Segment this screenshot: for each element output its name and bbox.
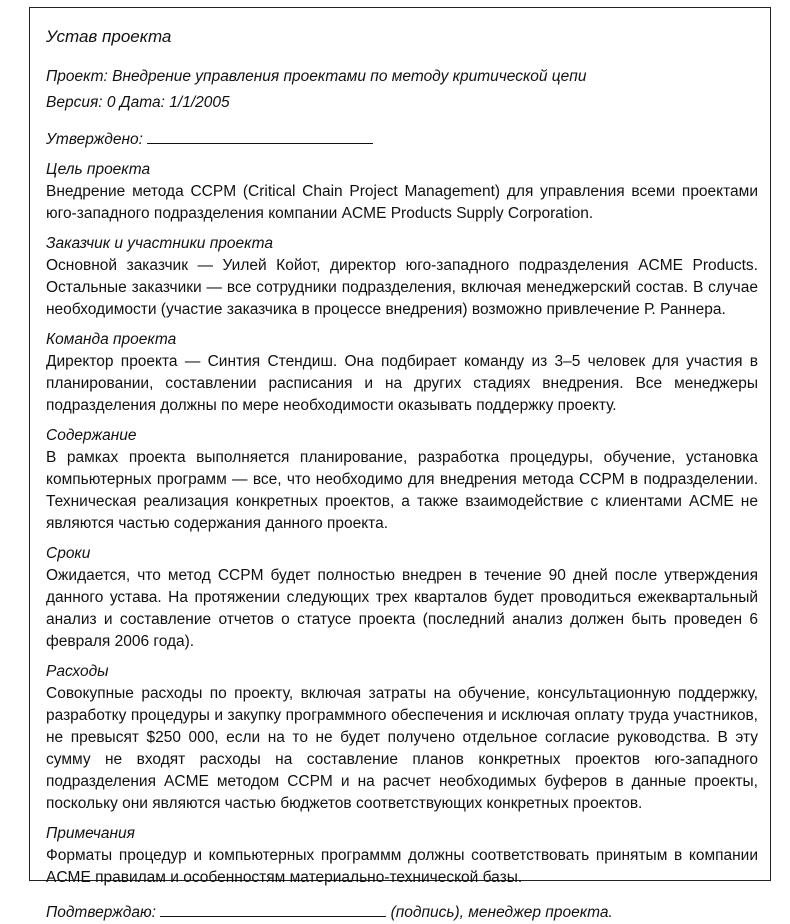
section-body: Основной заказчик — Уилей Койот, директор юго-западного подразделения ACME Products. Остальные заказчики — все сотрудники подразделения, включая менеджерский состав. В случае необходимости (участие заказчика в процессе внедрения) возможно привлечение Р. Раннера.: [46, 257, 758, 318]
document-title: Устав проекта: [46, 27, 172, 46]
section-notes: [46, 823, 758, 889]
section-body: В рамках проекта выполняется планирование, разработка процедуры, обучение, установка компьютерных программ — все, что необходимо для внедрения метода CCPM в подразделении. Техническая реализация конкретных проектов, а также взаимодействие с клиентами ACME не являются частью содержания данного проекта.: [46, 449, 758, 532]
approved-line: [46, 128, 758, 151]
section-title: Примечания: [46, 825, 135, 842]
confirm-signature-line: [160, 901, 386, 917]
section-title: Заказчик и участники проекта: [46, 235, 273, 252]
section-costs: [46, 661, 758, 815]
confirm-suffix: (подпись), менеджер проекта.: [390, 904, 613, 921]
approved-signature-line: [147, 128, 373, 144]
section-body: Внедрение метода CCPM (Critical Chain Project Management) для управления всеми проектами юго-западного подразделения компании ACME Products Supply Corporation.: [46, 183, 758, 222]
version-line: Версия: 0 Дата: 1/1/2005: [46, 94, 230, 111]
section-scope: [46, 425, 758, 535]
section-title: Цель проекта: [46, 161, 151, 178]
section-title: Содержание: [46, 427, 137, 444]
section-body: Директор проекта — Синтия Стендиш. Она подбирает команду из 3–5 человек для участия в планировании, составлении расписания и на других стадиях внедрения. Все менеджеры подразделения должны по мере необходимости оказывать поддержку проекту.: [46, 353, 758, 414]
confirm-label: Подтверждаю:: [46, 904, 156, 921]
section-customer: [46, 233, 758, 321]
section-body: Форматы процедур и компьютерных программм должны соответствовать принятым в компании ACME правилам и особенностям материально-технической базы.: [46, 847, 758, 886]
section-body: Совокупные расходы по проекту, включая затраты на обучение, консультационную поддержку, разработку процедуры и закупку программного обеспечения и исключая оплату труда участников, не превысят $250 000, если на то не будет получено отдельное согласие руководства. В эту сумму не входят расходы на составление планов конкретных проектов юго-западного подразделения ACME методом CCPM и на расчет необходимых буферов в данные проекты, поскольку они являются частью бюджетов соответствующих конкретных проектов.: [46, 685, 758, 812]
section-goal: [46, 159, 758, 225]
project-charter: [46, 26, 758, 924]
approved-label: Утверждено:: [46, 131, 143, 148]
section-title: Расходы: [46, 663, 109, 680]
confirm-line: [46, 901, 758, 924]
section-title: Сроки: [46, 545, 91, 562]
section-title: Команда проекта: [46, 331, 177, 348]
section-body: Ожидается, что метод CCPM будет полностью внедрен в течение 90 дней после утверждения данного устава. На протяжении следующих трех кварталов будет проводиться ежеквартальный анализ и составление отчетов о статусе проекта (последний анализ должен быть проведен 6 февраля 2006 года).: [46, 567, 758, 650]
section-team: [46, 329, 758, 417]
section-schedule: [46, 543, 758, 653]
project-line: Проект: Внедрение управления проектами по методу критической цепи: [46, 68, 587, 85]
